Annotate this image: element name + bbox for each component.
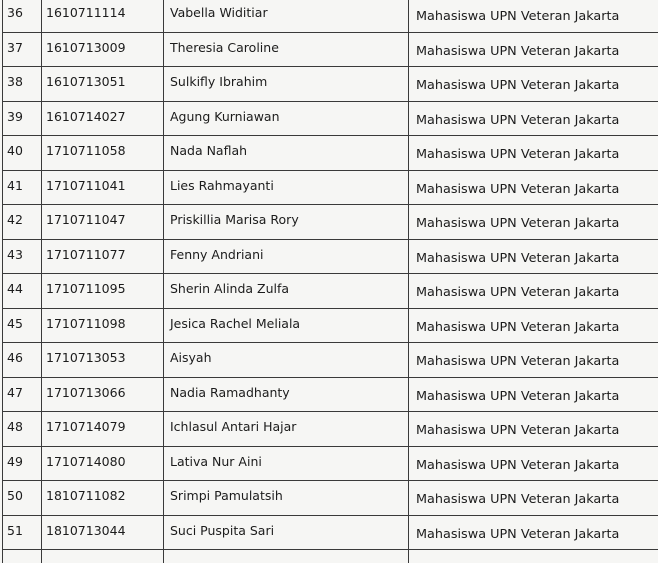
- student-name-cell: [164, 481, 409, 516]
- student-name-cell: [164, 343, 409, 378]
- table-row: [3, 32, 658, 67]
- table-row: [3, 239, 658, 274]
- row-number-cell: [3, 32, 42, 67]
- student-name-cell: [164, 550, 409, 563]
- table-row: [3, 412, 658, 447]
- table-row: [3, 0, 658, 32]
- student-id: 1610714027: [46, 108, 126, 124]
- row-number-cell: [3, 274, 42, 309]
- student-id: 1710711098: [46, 315, 126, 331]
- row-number: 37: [7, 39, 23, 55]
- student-id: 1710714079: [46, 419, 126, 434]
- row-number-cell: [3, 515, 42, 550]
- participant-table: [2, 0, 658, 563]
- row-number-cell: [3, 136, 42, 171]
- table-row: [3, 170, 658, 205]
- student-id: 1710711058: [46, 143, 126, 158]
- student-status-cell: [409, 239, 658, 274]
- student-name-cell: [164, 308, 409, 343]
- table-row: [3, 101, 658, 136]
- row-number: 44: [7, 281, 23, 296]
- student-id-cell: [42, 32, 164, 67]
- table-row: [3, 67, 658, 102]
- student-id-cell: [42, 515, 164, 550]
- row-number: 41: [7, 177, 23, 193]
- student-id-cell: [42, 481, 164, 516]
- student-name: Suci Puspita Sari: [170, 522, 275, 538]
- student-name: Ichlasul Antari Hajar: [170, 419, 297, 434]
- row-number: 50: [7, 488, 23, 503]
- table-row: [3, 205, 658, 240]
- student-name: Vabella Widitiar: [170, 5, 268, 20]
- student-id-cell: [42, 67, 164, 102]
- student-id-cell: [42, 446, 164, 481]
- student-name-cell: [164, 446, 409, 481]
- row-number: 36: [7, 5, 23, 20]
- student-status-cell: [409, 170, 658, 205]
- student-status: Mahasiswa UPN Veteran Jakarta: [416, 78, 620, 93]
- student-id: 1710711095: [46, 281, 126, 296]
- row-number-cell: [3, 550, 42, 563]
- table-row: [3, 136, 658, 171]
- student-status-cell: [409, 274, 658, 309]
- student-status: Mahasiswa UPN Veteran Jakarta: [416, 526, 620, 542]
- student-status: Mahasiswa UPN Veteran Jakarta: [416, 388, 620, 404]
- student-status-cell: [409, 412, 658, 447]
- table-row-cut-off: [3, 550, 658, 563]
- student-status: Mahasiswa UPN Veteran Jakarta: [416, 492, 620, 507]
- student-status: Mahasiswa UPN Veteran Jakarta: [416, 147, 620, 162]
- row-number-cell: [3, 377, 42, 412]
- student-name: Sulkifly Ibrahim: [170, 74, 268, 89]
- row-number-cell: [3, 412, 42, 447]
- student-id: 1710711077: [46, 246, 126, 262]
- row-number: 46: [7, 350, 23, 365]
- student-status-cell: [409, 136, 658, 171]
- student-name: Sherin Alinda Zulfa: [170, 281, 290, 296]
- student-name: Fenny Andriani: [170, 246, 264, 262]
- student-status-cell: [409, 32, 658, 67]
- row-number-cell: [3, 67, 42, 102]
- student-name-cell: [164, 136, 409, 171]
- student-status-cell: [409, 67, 658, 102]
- student-id: 1710713066: [46, 384, 126, 400]
- student-id-cell: [42, 136, 164, 171]
- table-row: [3, 446, 658, 481]
- student-status-cell: [409, 515, 658, 550]
- student-name-cell: [164, 101, 409, 136]
- table-row: [3, 343, 658, 378]
- row-number-cell: [3, 0, 42, 32]
- student-id: 1610713009: [46, 39, 126, 55]
- student-name-cell: [164, 412, 409, 447]
- row-number: 48: [7, 419, 23, 434]
- student-name: Nadia Ramadhanty: [170, 384, 290, 400]
- student-name: Lativa Nur Aini: [170, 453, 262, 469]
- student-name: Aisyah: [170, 350, 212, 365]
- student-name: Nada Naflah: [170, 143, 248, 158]
- student-id-cell: [42, 377, 164, 412]
- student-status: Mahasiswa UPN Veteran Jakarta: [416, 319, 620, 335]
- student-name-cell: [164, 274, 409, 309]
- participant-table-body: [3, 0, 658, 563]
- row-number: 42: [7, 212, 23, 227]
- student-name: Jesica Rachel Meliala: [170, 315, 301, 331]
- student-name-cell: [164, 0, 409, 32]
- student-status: Mahasiswa UPN Veteran Jakarta: [416, 285, 620, 300]
- student-id: 1710711041: [46, 177, 126, 193]
- student-name-cell: [164, 32, 409, 67]
- student-name: Lies Rahmayanti: [170, 177, 274, 193]
- table-row: [3, 377, 658, 412]
- student-id-cell: [42, 412, 164, 447]
- student-status-cell: [409, 0, 658, 32]
- row-number: 49: [7, 453, 23, 469]
- student-status-cell: [409, 481, 658, 516]
- student-status: Mahasiswa UPN Veteran Jakarta: [416, 9, 620, 24]
- row-number: 51: [7, 522, 23, 538]
- student-status: Mahasiswa UPN Veteran Jakarta: [416, 354, 620, 369]
- student-status-cell: [409, 308, 658, 343]
- student-status: Mahasiswa UPN Veteran Jakarta: [416, 216, 620, 231]
- row-number: 38: [7, 74, 23, 89]
- row-number: 39: [7, 108, 23, 124]
- student-id-cell: [42, 170, 164, 205]
- student-id-cell: [42, 0, 164, 32]
- row-number-cell: [3, 205, 42, 240]
- student-status: Mahasiswa UPN Veteran Jakarta: [416, 250, 620, 266]
- student-status: Mahasiswa UPN Veteran Jakarta: [416, 457, 620, 473]
- student-status: Mahasiswa UPN Veteran Jakarta: [416, 181, 620, 197]
- student-id: 1710713053: [46, 350, 126, 365]
- row-number-cell: [3, 343, 42, 378]
- student-status: Mahasiswa UPN Veteran Jakarta: [416, 423, 620, 438]
- student-name-cell: [164, 170, 409, 205]
- row-number-cell: [3, 239, 42, 274]
- row-number-cell: [3, 170, 42, 205]
- row-number: 43: [7, 246, 23, 262]
- table-row: [3, 515, 658, 550]
- student-status-cell: [409, 343, 658, 378]
- student-id-cell: [42, 239, 164, 274]
- student-id: 1610713051: [46, 74, 126, 89]
- student-id-cell: [42, 308, 164, 343]
- student-id: 1710714080: [46, 453, 126, 469]
- student-id-cell: [42, 205, 164, 240]
- student-status: Mahasiswa UPN Veteran Jakarta: [416, 112, 620, 128]
- student-id-cell: [42, 101, 164, 136]
- student-name: Agung Kurniawan: [170, 108, 280, 124]
- table-row: [3, 308, 658, 343]
- student-status-cell: [409, 550, 658, 563]
- student-name-cell: [164, 239, 409, 274]
- student-id-cell: [42, 343, 164, 378]
- student-status-cell: [409, 101, 658, 136]
- row-number-cell: [3, 101, 42, 136]
- student-name-cell: [164, 377, 409, 412]
- student-status-cell: [409, 377, 658, 412]
- student-name-cell: [164, 515, 409, 550]
- student-status-cell: [409, 446, 658, 481]
- student-status: Mahasiswa UPN Veteran Jakarta: [416, 43, 620, 59]
- row-number: 47: [7, 384, 23, 400]
- row-number: 45: [7, 315, 23, 331]
- student-id: 1610711114: [46, 5, 126, 20]
- row-number: 40: [7, 143, 23, 158]
- table-row: [3, 481, 658, 516]
- row-number-cell: [3, 308, 42, 343]
- student-id: 1810713044: [46, 522, 126, 538]
- student-status-cell: [409, 205, 658, 240]
- student-id-cell: [42, 274, 164, 309]
- student-name: Srimpi Pamulatsih: [170, 488, 283, 503]
- student-id-cell: [42, 550, 164, 563]
- student-name: Theresia Caroline: [170, 39, 279, 55]
- row-number-cell: [3, 481, 42, 516]
- table-row: [3, 274, 658, 309]
- student-id: 1710711047: [46, 212, 126, 227]
- row-number-cell: [3, 446, 42, 481]
- student-name: Priskillia Marisa Rory: [170, 212, 299, 227]
- student-name-cell: [164, 67, 409, 102]
- student-id: 1810711082: [46, 488, 126, 503]
- student-name-cell: [164, 205, 409, 240]
